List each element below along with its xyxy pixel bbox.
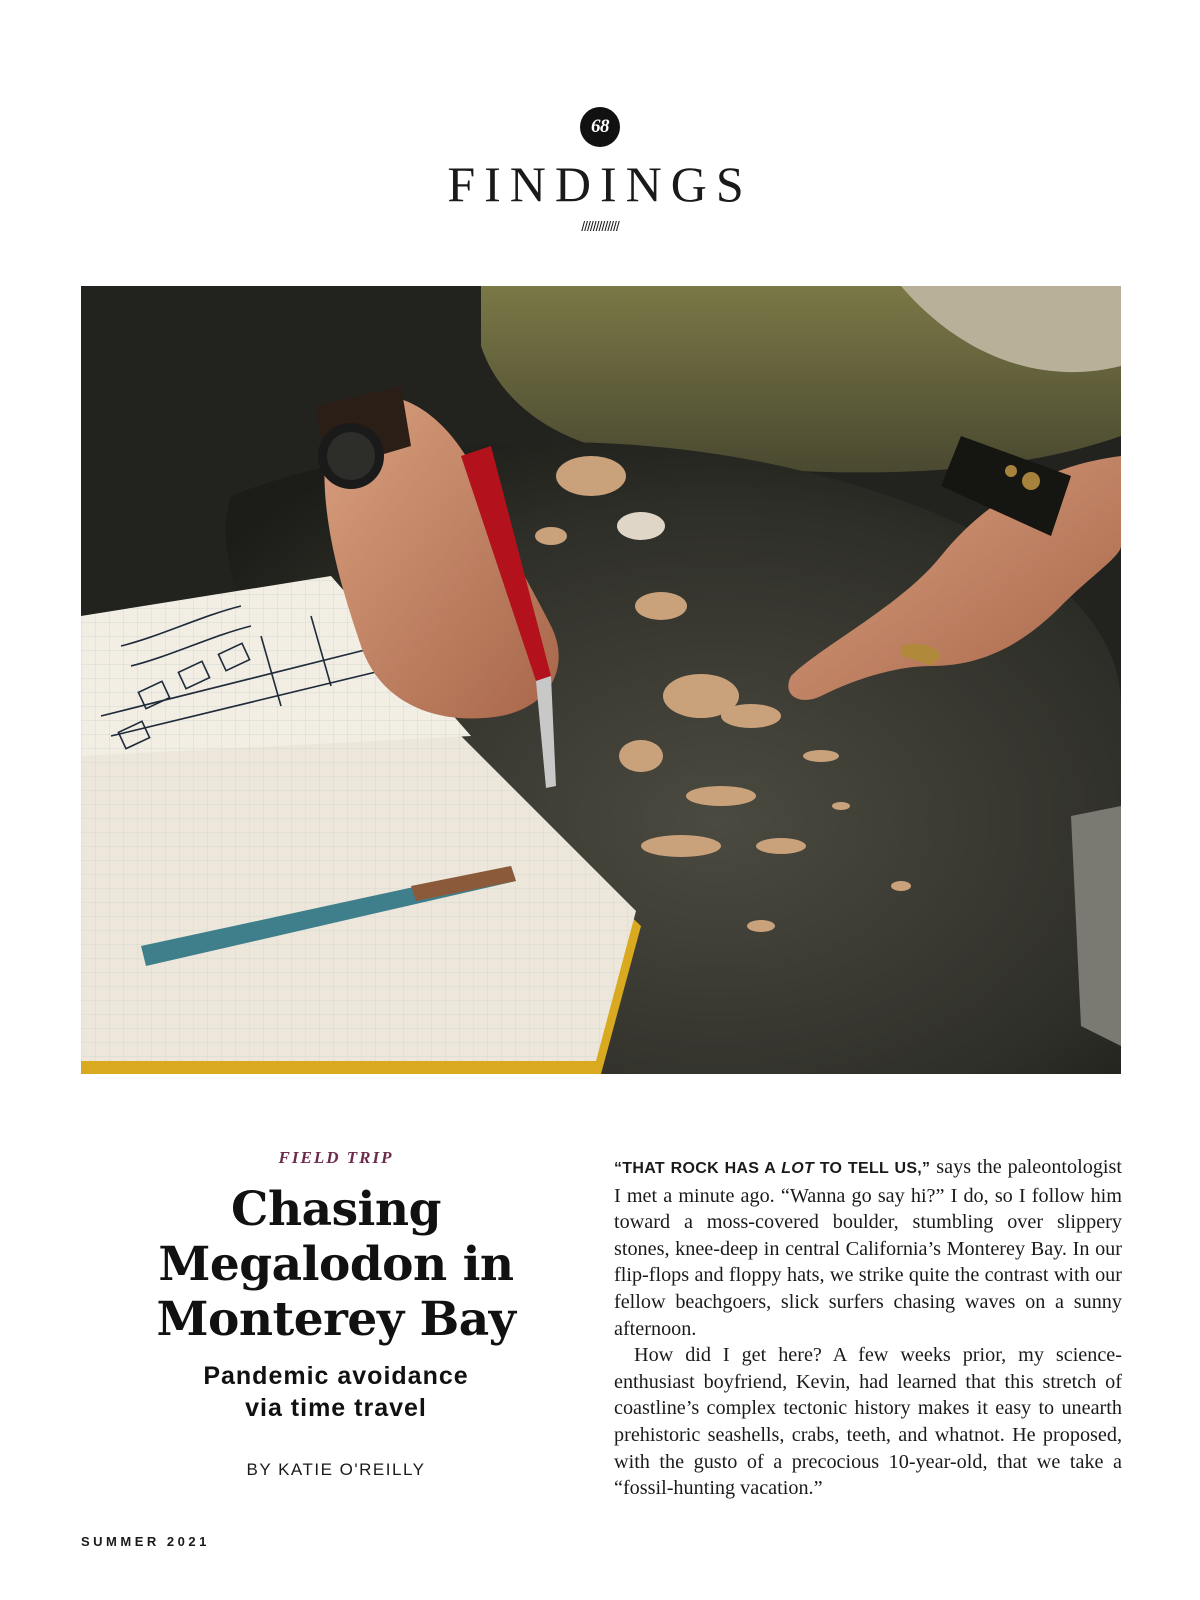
article-deck	[140, 1360, 532, 1424]
article-byline: BY KATIE O'REILLY	[246, 1460, 426, 1479]
issue-date: SUMMER 2021	[81, 1534, 210, 1549]
section-title: FINDINGS	[447, 156, 753, 212]
article-kicker: FIELD TRIP	[278, 1148, 394, 1167]
lead-in-before: “THAT ROCK HAS A	[614, 1160, 782, 1177]
paragraph-1-text: says the paleontologist I met a minute ago. “Wanna go say hi?” I do, so I follow him toward a moss-covered boulder, stumbling over slippery stones, knee-deep in central California’s Monterey Bay. In our flip-flops and floppy hats, we strike quite the contrast with our fellow beachgoers, slick surfers chasing waves on a sunny afternoon.	[614, 1156, 1123, 1340]
lead-in-after: TO TELL US,”	[814, 1160, 931, 1177]
article-body	[614, 1154, 1122, 1502]
deck-line: via time travel	[245, 1394, 427, 1422]
photo-fossil-dig-illustration	[81, 286, 1121, 1074]
headline-line: Chasing	[231, 1182, 441, 1237]
deck-line: Pandemic avoidance	[203, 1362, 469, 1390]
body-paragraph-1	[614, 1154, 1122, 1342]
body-paragraph-2: How did I get here? A few weeks prior, my science-enthusiast boyfriend, Kevin, had learned that this stretch of coastline’s complex tectonic history makes it easy to unearth prehistoric seashells, crabs, teeth, and whatnot. He proposed, with the gusto of a precocious 10-year-old, that we take a “fossil-hunting vacation.”	[614, 1344, 1122, 1500]
article-headline	[140, 1182, 532, 1347]
page-number-badge: 68	[580, 107, 620, 147]
headline-line: Monterey Bay	[156, 1292, 516, 1347]
lead-in-emphasis: LOT	[781, 1160, 815, 1177]
hero-photo	[81, 286, 1121, 1074]
headline-line: Megalodon in	[158, 1237, 514, 1292]
title-ornament: /////////////	[581, 218, 619, 234]
lead-in	[614, 1160, 930, 1177]
